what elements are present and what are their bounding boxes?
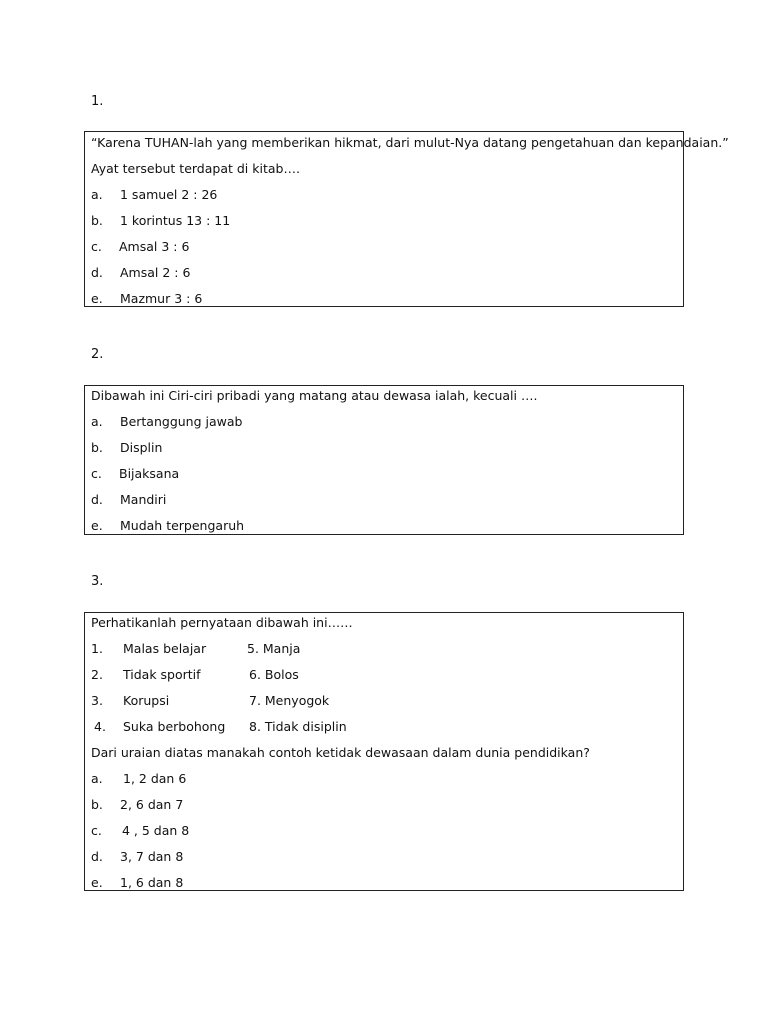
option-label: d. <box>91 265 103 280</box>
statement-text: Korupsi <box>123 693 170 708</box>
option-label: b. <box>91 797 103 812</box>
statement-text: Suka berbohong <box>123 719 226 734</box>
question-text: Dibawah ini Ciri-ciri pribadi yang matang atau dewasa ialah, kecuali …. <box>91 388 538 403</box>
question-text: Dari uraian diatas manakah contoh ketidak dewasaan dalam dunia pendidikan? <box>91 745 590 760</box>
statement-text: 5. Manja <box>247 641 301 656</box>
option-text: 1 samuel 2 : 26 <box>120 187 218 202</box>
statement-number: 3. <box>91 693 103 708</box>
option-text: Amsal 2 : 6 <box>120 265 191 280</box>
option-label: e. <box>91 518 103 533</box>
statement-text: 6. Bolos <box>249 667 299 682</box>
question-text: Ayat tersebut terdapat di kitab…. <box>91 161 300 176</box>
option-text: Amsal 3 : 6 <box>119 239 190 254</box>
statement-text: Tidak sportif <box>123 667 201 682</box>
option-text: 1, 6 dan 8 <box>120 875 184 890</box>
question-box-2 <box>84 385 684 535</box>
option-label: b. <box>91 440 103 455</box>
option-label: a. <box>91 771 103 786</box>
option-label: c. <box>91 823 102 838</box>
statement-text: 8. Tidak disiplin <box>249 719 347 734</box>
question-intro: Perhatikanlah pernyataan dibawah ini…… <box>91 615 353 630</box>
question-box-3 <box>84 612 684 891</box>
question-quote: “Karena TUHAN-lah yang memberikan hikmat, dari mulut-Nya datang pengetahuan dan kepandaian.” <box>91 135 729 150</box>
option-label: d. <box>91 849 103 864</box>
statement-text: Malas belajar <box>123 641 207 656</box>
option-label: e. <box>91 291 103 306</box>
statement-number: 4. <box>94 719 106 734</box>
statement-text: 7. Menyogok <box>249 693 330 708</box>
statement-number: 2. <box>91 667 103 682</box>
option-text: 1, 2 dan 6 <box>123 771 187 786</box>
option-label: d. <box>91 492 103 507</box>
option-label: e. <box>91 875 103 890</box>
statement-number: 1. <box>91 641 103 656</box>
option-text: Displin <box>120 440 163 455</box>
option-text: Mudah terpengaruh <box>120 518 245 533</box>
question-number: 3. <box>91 574 104 589</box>
question-number: 2. <box>91 347 104 362</box>
option-text: 4 , 5 dan 8 <box>122 823 190 838</box>
option-label: a. <box>91 414 103 429</box>
option-text: 3, 7 dan 8 <box>120 849 184 864</box>
option-label: c. <box>91 239 102 254</box>
option-label: a. <box>91 187 103 202</box>
option-text: Bijaksana <box>119 466 180 481</box>
option-label: c. <box>91 466 102 481</box>
question-number: 1. <box>91 94 104 109</box>
option-text: Bertanggung jawab <box>120 414 243 429</box>
question-box-1 <box>84 131 729 307</box>
option-text: 2, 6 dan 7 <box>120 797 184 812</box>
option-text: 1 korintus 13 : 11 <box>120 213 231 228</box>
option-label: b. <box>91 213 103 228</box>
option-text: Mandiri <box>120 492 167 507</box>
option-text: Mazmur 3 : 6 <box>120 291 203 306</box>
